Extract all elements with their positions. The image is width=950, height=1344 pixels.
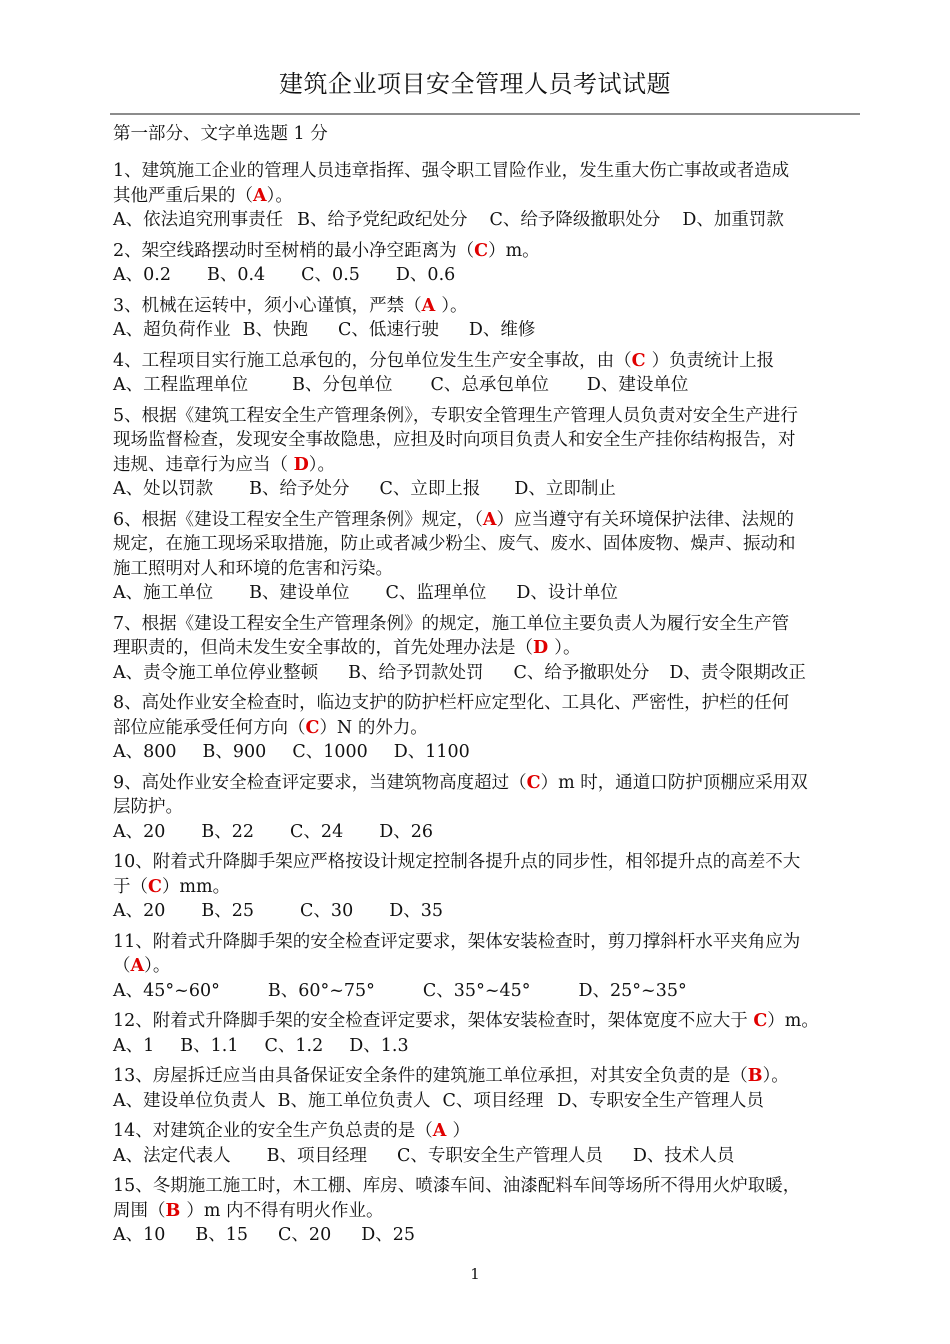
question-text: ）。 (266, 185, 293, 206)
question-text: ）m。 (488, 240, 540, 261)
question-text-line (113, 159, 861, 184)
option-c: C、1.2 (264, 1035, 324, 1056)
question-text: 规定，在施工现场采取措施，防止或者减少粉尘、废气、废水、固体废物、燥声、振动和 (113, 534, 796, 554)
option-d: D、0.6 (395, 265, 456, 285)
question-text-line (113, 930, 861, 955)
question-5 (113, 404, 861, 502)
question-text: ）m。 (767, 1011, 819, 1031)
question-text: ）。 (554, 638, 581, 658)
options-row (113, 263, 861, 288)
option-a: A、10 (113, 1225, 166, 1245)
option-c: C、35°~45° (422, 980, 531, 1001)
question-text: ）。 (144, 956, 171, 976)
page-number: 1 (470, 1265, 480, 1283)
option-c: C、24 (290, 821, 344, 842)
option-d: D、立即制止 (514, 479, 616, 499)
question-text-line (113, 1009, 861, 1034)
option-c: C、专职安全生产管理人员 (397, 1145, 603, 1166)
question-text: ）负责统计上报 (651, 350, 775, 371)
option-b: B、给予罚款处罚 (348, 662, 484, 683)
option-d: D、责令限期改正 (669, 662, 806, 683)
option-a: A、责令施工单位停业整顿 (113, 662, 319, 683)
option-b: B、15 (195, 1225, 249, 1245)
question-text: 3、机械在运转中，须小心谨慎，严禁（ (113, 295, 422, 316)
answer-mark: D (533, 638, 555, 658)
question-text: 部位应能承受任何方向（ (113, 717, 306, 738)
question-text: 15、冬期施工施工时，木工棚、库房、喷漆车间、油漆配料车间等场所不得用火炉取暖， (113, 1176, 801, 1196)
question-text: 现场监督检查，发现安全事故隐患，应担及时向项目负责人和安全生产挂你结构报告，对 (113, 430, 796, 450)
answer-mark: A (421, 295, 442, 316)
option-d: D、1100 (393, 742, 470, 762)
option-b: B、施工单位负责人 (277, 1090, 431, 1111)
question-text-line (113, 875, 861, 900)
option-d: D、25 (361, 1225, 416, 1245)
question-text: ） (452, 1121, 470, 1141)
question-text: ）mm。 (161, 876, 231, 897)
option-a: A、20 (113, 901, 166, 921)
option-d: D、设计单位 (516, 583, 618, 603)
option-b: B、900 (202, 742, 267, 762)
question-text: 7、根据《建设工程安全生产管理条例》的规定，施工单位主要负责人为履行安全生产管 (113, 613, 790, 634)
option-d: D、加重罚款 (682, 210, 784, 230)
question-text-line (113, 404, 861, 429)
question-text: ）。 (308, 454, 335, 475)
options-row (113, 581, 861, 606)
question-text-line (113, 1064, 861, 1089)
options-row (113, 373, 861, 398)
option-b: B、22 (201, 821, 255, 842)
question-text: 周围（ (113, 1200, 166, 1221)
option-c: C、项目经理 (442, 1090, 544, 1111)
question-text-line (113, 532, 861, 557)
option-c: C、立即上报 (379, 479, 481, 499)
title-divider (110, 113, 860, 115)
question-2 (113, 239, 861, 288)
question-text-line (113, 239, 861, 264)
option-a: A、45°~60° (113, 980, 220, 1001)
option-a: A、800 (113, 742, 177, 762)
question-text: ）。 (762, 1066, 789, 1086)
option-d: D、35 (389, 901, 444, 921)
question-text-line (113, 453, 861, 478)
question-text: 2、架空线路摆动时至树梢的最小净空距离为（ (113, 240, 475, 261)
question-text-line (113, 850, 861, 875)
answer-mark: C (474, 240, 489, 261)
question-text-line (113, 954, 861, 979)
options-row (113, 899, 861, 924)
question-text-line (113, 716, 861, 741)
option-d: D、建设单位 (586, 375, 689, 395)
option-c: C、给予降级撤职处分 (489, 210, 661, 230)
answer-mark: C (753, 1011, 768, 1031)
option-d: D、技术人员 (632, 1145, 735, 1166)
answer-mark: A (432, 1121, 453, 1141)
option-a: A、依法追究刑事责任 (113, 210, 284, 230)
option-c: C、给予撤职处分 (513, 662, 650, 683)
option-b: B、给予处分 (249, 479, 350, 499)
question-text: 其他严重后果的（ (113, 185, 253, 206)
question-text: 9、高处作业安全检查评定要求，当建筑物高度超过（ (113, 772, 527, 793)
question-text-line (113, 349, 861, 374)
option-d: D、25°~35° (578, 980, 687, 1001)
option-b: B、60°~75° (267, 980, 375, 1001)
question-text-line (113, 636, 861, 661)
options-row (113, 1034, 861, 1059)
question-7 (113, 612, 861, 686)
answer-mark: C (526, 772, 541, 793)
answer-mark: A (130, 956, 145, 976)
option-c: C、30 (300, 901, 354, 921)
option-a: A、20 (113, 821, 166, 842)
section-heading: 第一部分、文字单选题 1 分 (113, 124, 328, 144)
option-b: B、项目经理 (266, 1145, 368, 1166)
option-a: A、法定代表人 (113, 1145, 231, 1166)
option-d: D、1.3 (349, 1035, 409, 1056)
option-a: A、超负荷作业 (113, 320, 231, 340)
question-15 (113, 1174, 861, 1248)
option-b: B、给予党纪政纪处分 (297, 210, 468, 230)
options-row (113, 1089, 861, 1114)
option-c: C、20 (278, 1225, 332, 1245)
question-10 (113, 850, 861, 924)
question-text: 10、附着式升降脚手架应严格按设计规定控制各提升点的同步性，相邻提升点的高差不大 (113, 852, 801, 872)
question-text-line (113, 557, 861, 582)
options-row (113, 208, 861, 233)
question-text: 8、高处作业安全检查时，临边支护的防护栏杆应定型化、工具化、严密性，护栏的任何 (113, 693, 790, 713)
document-title: 建筑企业项目安全管理人员考试试题 (279, 70, 671, 98)
answer-mark: D (293, 454, 309, 475)
answer-mark: C (148, 876, 162, 897)
question-14 (113, 1119, 861, 1168)
question-text-line (113, 1119, 861, 1144)
question-6 (113, 508, 861, 606)
question-8 (113, 691, 861, 765)
option-b: B、1.1 (180, 1035, 239, 1056)
question-text: 1、建筑施工企业的管理人员违章指挥、强令职工冒险作业，发生重大伤亡事故或者造成 (113, 161, 790, 181)
question-3 (113, 294, 861, 343)
question-text: ）N 的外力。 (319, 717, 428, 738)
answer-mark: C (631, 350, 652, 371)
options-row (113, 979, 861, 1004)
option-a: A、工程监理单位 (113, 375, 249, 395)
options-row (113, 661, 861, 686)
question-text-line (113, 691, 861, 716)
question-text-line (113, 294, 861, 319)
question-9 (113, 771, 861, 845)
options-row (113, 318, 861, 343)
option-a: A、施工单位 (113, 583, 214, 603)
question-1 (113, 159, 861, 233)
question-list (113, 159, 861, 1254)
options-row (113, 1223, 861, 1248)
answer-mark: A (482, 509, 497, 530)
question-text: ）m 时，通道口防护顶棚应采用双 (540, 772, 808, 793)
option-b: B、分包单位 (292, 375, 393, 395)
question-text-line (113, 1174, 861, 1199)
options-row (113, 820, 861, 845)
question-text: ）。 (441, 295, 468, 316)
options-row (113, 477, 861, 502)
question-text-line (113, 184, 861, 209)
option-d: D、专职安全生产管理人员 (557, 1090, 764, 1111)
question-13 (113, 1064, 861, 1113)
answer-mark: C (305, 717, 320, 738)
question-4 (113, 349, 861, 398)
option-b: B、建设单位 (249, 583, 350, 603)
question-text: 于（ (113, 876, 148, 897)
question-11 (113, 930, 861, 1004)
question-text: ）应当遵守有关环境保护法律、法规的 (496, 509, 794, 530)
options-row (113, 740, 861, 765)
option-c: C、1000 (292, 742, 368, 762)
question-text-line (113, 428, 861, 453)
question-text: 5、根据《建筑工程安全生产管理条例》，专职安全管理生产管理人员负责对安全生产进行 (113, 405, 798, 426)
answer-mark: B (165, 1200, 187, 1221)
answer-mark: A (253, 185, 267, 206)
question-text: ）m 内不得有明火作业。 (186, 1200, 384, 1221)
option-c: C、0.5 (301, 265, 360, 285)
question-text-line (113, 795, 861, 820)
question-text-line (113, 771, 861, 796)
option-d: D、26 (379, 821, 434, 842)
question-text: 违规、违章行为应当（ (113, 454, 294, 475)
option-a: A、建设单位负责人 (113, 1090, 266, 1111)
answer-mark: B (747, 1066, 763, 1086)
question-12 (113, 1009, 861, 1058)
option-d: D、维修 (468, 320, 536, 340)
question-text: 理职责的，但尚未发生安全事故的，首先处理办法是（ (113, 638, 533, 658)
question-text: 12、附着式升降脚手架的安全检查评定要求，架体安装检查时，架体宽度不应大于 (113, 1011, 754, 1031)
option-a: A、处以罚款 (113, 479, 214, 499)
question-text-line (113, 1199, 861, 1224)
question-text-line (113, 612, 861, 637)
question-text: 14、对建筑企业的安全生产负总责的是（ (113, 1121, 433, 1141)
question-text: 层防护。 (113, 797, 183, 817)
question-text: 11、附着式升降脚手架的安全检查评定要求，架体安装检查时，剪刀撑斜杆水平夹角应为 (113, 931, 801, 952)
option-c: C、低速行驶 (338, 320, 439, 340)
question-text: （ (113, 956, 131, 976)
question-text: 施工照明对人和环境的危害和污染。 (113, 558, 393, 579)
option-c: C、监理单位 (385, 583, 487, 603)
option-a: A、1 (113, 1035, 155, 1056)
question-text: 4、工程项目实行施工总承包的，分包单位发生生产安全事故，由（ (113, 350, 632, 371)
question-text: 6、根据《建设工程安全生产管理条例》规定，（ (113, 509, 483, 530)
option-a: A、0.2 (113, 265, 171, 285)
options-row (113, 1144, 861, 1169)
option-c: C、总承包单位 (430, 375, 549, 395)
option-b: B、快跑 (242, 320, 309, 340)
question-text-line (113, 508, 861, 533)
question-text: 13、房屋拆迁应当由具备保证安全条件的建筑施工单位承担，对其安全负责的是（ (113, 1066, 748, 1086)
option-b: B、25 (201, 901, 255, 921)
option-b: B、0.4 (206, 265, 266, 285)
